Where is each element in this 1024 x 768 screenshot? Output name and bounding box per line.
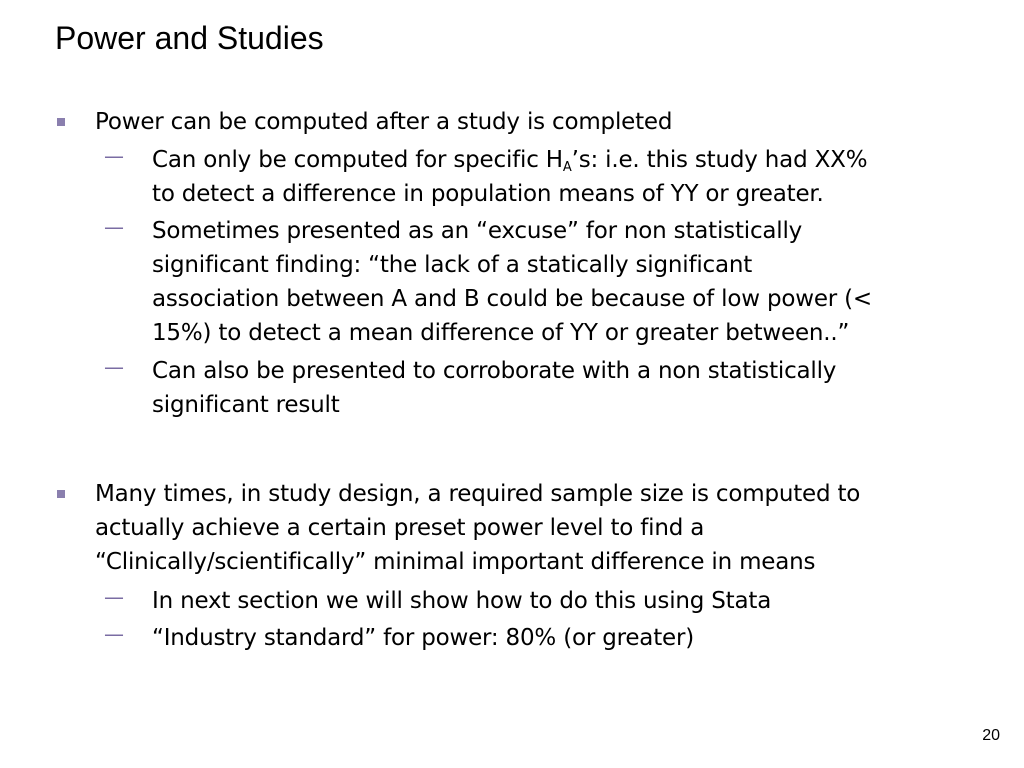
dash-bullet-icon: —	[104, 355, 124, 379]
dash-bullet-icon: —	[104, 622, 124, 646]
bullet-text: Power can be computed after a study is completed	[95, 109, 673, 135]
sub-bullet-line: association between A and B could be because of low power (<	[152, 286, 872, 312]
sub-bullet-stata	[104, 584, 972, 618]
sub-bullet-line: Can also be presented to corroborate with a non statistically	[152, 358, 837, 384]
page-number: 20	[982, 727, 1000, 744]
sub-bullet-line: Sometimes presented as an “excuse” for non statistically	[152, 218, 803, 244]
dash-bullet-icon: —	[104, 144, 124, 168]
square-bullet-icon	[57, 118, 65, 126]
bullet-item-power-after-study	[95, 105, 975, 139]
sub-bullet-line: significant finding: “the lack of a statically significant	[152, 252, 753, 278]
sub-bullet-specific-ha	[104, 143, 972, 211]
sub-bullet-line: “Industry standard” for power: 80% (or greater)	[152, 625, 694, 651]
sub-bullet-industry-standard	[104, 621, 972, 655]
bullet-text: Many times, in study design, a required sample size is computed to	[95, 481, 861, 507]
sub-bullet-corroborate	[104, 354, 972, 422]
bullet-text: “Clinically/scientifically” minimal important difference in means	[95, 549, 816, 575]
sub-bullet-excuse	[104, 214, 972, 350]
square-bullet-icon	[57, 490, 65, 498]
sub-bullet-line: In next section we will show how to do this using Stata	[152, 588, 772, 614]
slide-title: Power and Studies	[55, 20, 324, 56]
sub-bullet-line: to detect a difference in population means of YY or greater.	[152, 181, 824, 207]
sub-bullet-text-before-subscript: Can only be computed for specific H	[152, 147, 563, 173]
bullet-text: actually achieve a certain preset power level to find a	[95, 515, 705, 541]
bullet-item-study-design	[95, 477, 975, 579]
sub-bullet-line: significant result	[152, 392, 340, 418]
subscript-a: A	[562, 160, 572, 175]
sub-bullet-text-after-subscript: ’s: i.e. this study had XX%	[571, 147, 868, 173]
sub-bullet-line	[152, 143, 972, 177]
sub-bullet-line: 15%) to detect a mean difference of YY or greater between..”	[152, 320, 850, 346]
dash-bullet-icon: —	[104, 215, 124, 239]
dash-bullet-icon: —	[104, 585, 124, 609]
